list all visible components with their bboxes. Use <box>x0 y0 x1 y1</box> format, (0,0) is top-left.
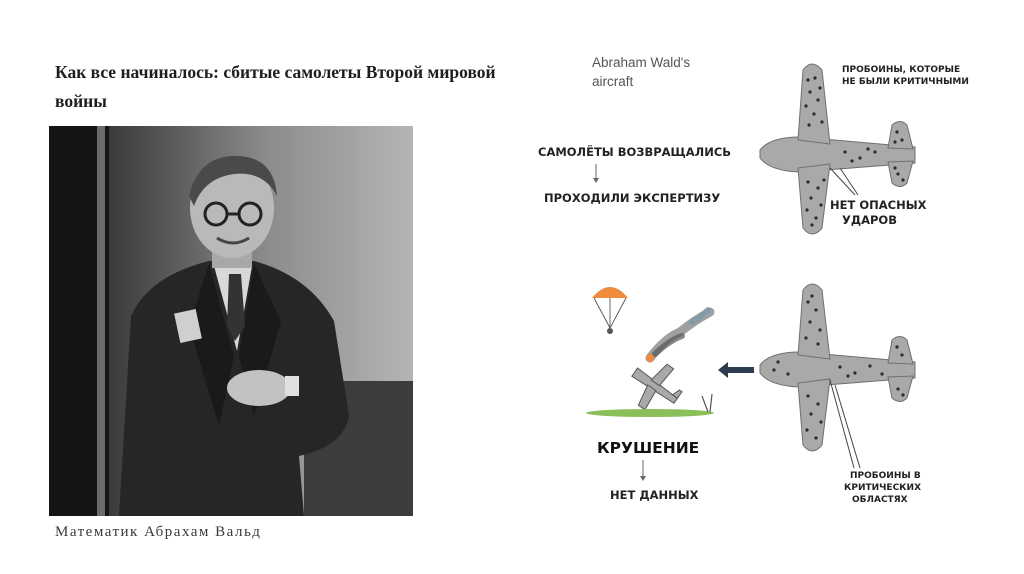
critical-plane <box>760 284 915 451</box>
inspected-label: ПРОХОДИЛИ ЭКСПЕРТИЗУ <box>544 191 721 205</box>
noncritical-label-line1: ПРОБОИНЫ, КОТОРЫЕ <box>842 65 961 75</box>
nodata-label: НЕТ ДАННЫХ <box>610 488 699 502</box>
noncritical-label-line2: НЕ БЫЛИ КРИТИЧНЫМИ <box>842 77 969 87</box>
nodanger-label-line2: УДАРОВ <box>842 213 897 227</box>
critical-label-line3: ОБЛАСТЯХ <box>852 495 908 505</box>
diagram-heading-line2: aircraft <box>592 74 634 89</box>
returned-label: САМОЛЁТЫ ВОЗВРАЩАЛИСЬ <box>538 145 732 159</box>
crash-label: КРУШЕНИЕ <box>597 439 700 457</box>
parachute-icon <box>592 287 628 334</box>
diagram-heading-line1: Abraham Wald's <box>592 55 691 70</box>
survivorship-diagram <box>530 40 1000 520</box>
nodanger-label-line1: НЕТ ОПАСНЫХ <box>830 198 927 212</box>
photo-caption: Математик Абрахам Вальд <box>55 524 262 540</box>
critical-label-line2: КРИТИЧЕСКИХ <box>844 483 922 493</box>
slide-title: Как все начиналось: сбитые самолеты Второй мировой войны <box>55 62 496 111</box>
wald-photo <box>49 126 413 516</box>
smoke-trail-icon <box>646 310 710 362</box>
critical-label-line1: ПРОБОИНЫ В <box>850 471 921 481</box>
